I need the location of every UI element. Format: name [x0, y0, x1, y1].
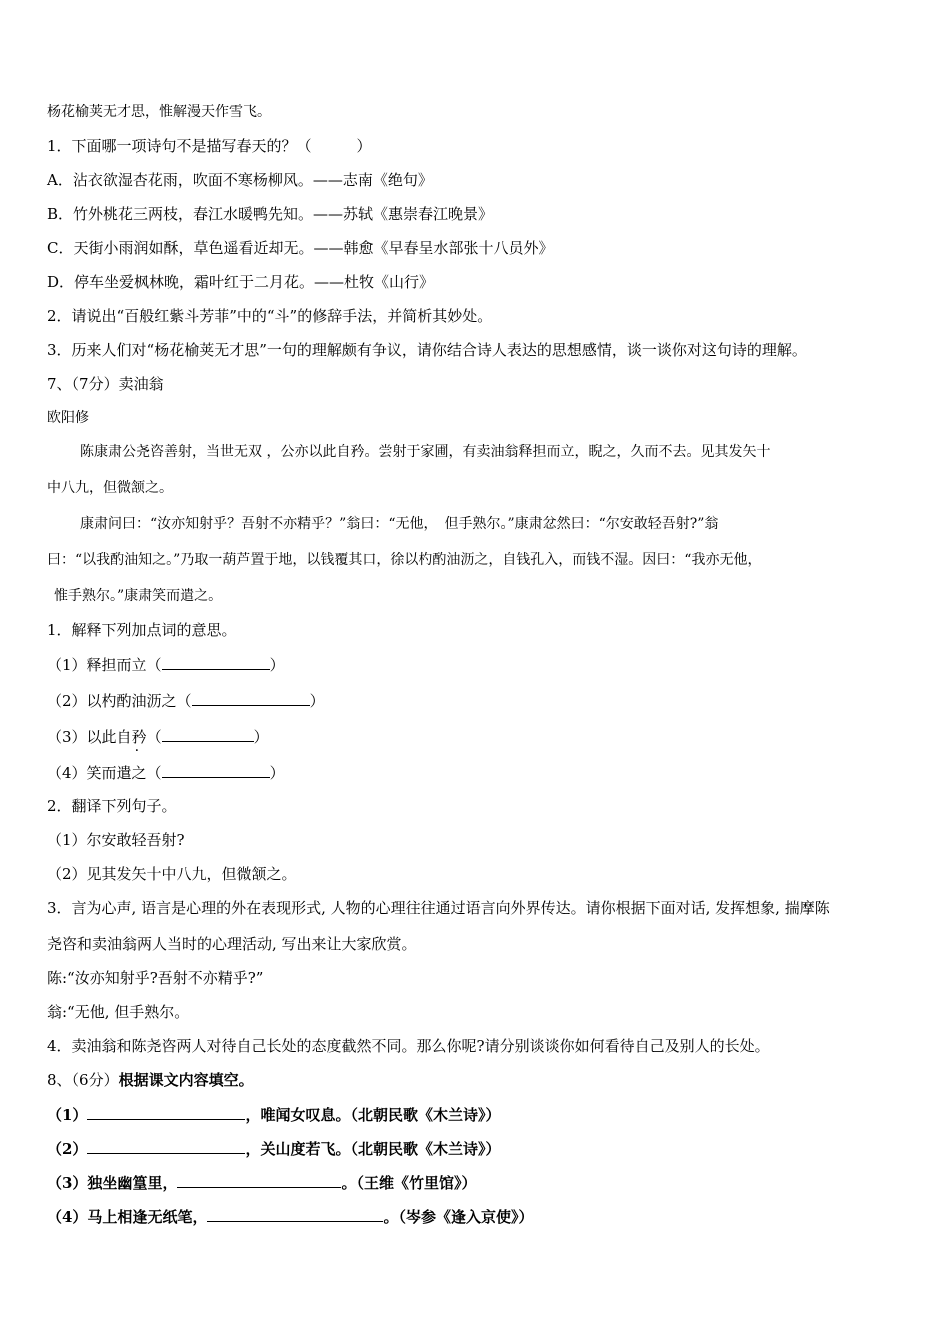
item-number: （1）	[47, 656, 87, 674]
fill-text: （4）马上相逢无纸笔，	[47, 1208, 208, 1226]
fill-text: ，关山度若飞。（北朝民歌《木兰诗》）	[245, 1140, 501, 1158]
item-number: （4）	[47, 764, 87, 782]
q6-option-c: C．天街小雨润如酥，草色遥看近却无。——韩愈《早春呈水部张十八员外》	[47, 239, 554, 257]
q7-para2-line2: 曰：“以我酌油知之。”乃取一葫芦置于地，以钱覆其口，徐以杓酌油沥之，自钱孔入，而钱不湿。因曰：“我亦无他，	[47, 552, 762, 568]
q7-author: 欧阳修	[47, 410, 89, 426]
q8-number: 8、（6分）	[47, 1071, 119, 1089]
q6-question-3: 3．历来人们对“杨花榆荚无才思”一句的理解颇有争议，请你结合诗人表达的思想感情，谈一谈你对这句诗的理解。	[47, 341, 807, 359]
q7-question-3-line1: 3．言为心声, 语言是心理的外在表现形式, 人物的心理往往通过语言向外界传达。请你根据下面对话, 发挥想象, 揣摩陈	[47, 899, 830, 917]
answer-blank[interactable]	[162, 654, 270, 670]
q8-instruction: 根据课文内容填空。	[118, 1071, 254, 1089]
q7-dialogue-weng: 翁:“无他, 但手熟尔。	[47, 1003, 190, 1021]
item-close: ）	[309, 692, 325, 710]
q7-question-4: 4．卖油翁和陈尧咨两人对待自己长处的态度截然不同。那么你呢?请分别谈谈你如何看待自己及别人的长处。	[47, 1037, 770, 1055]
item-number: （3）	[47, 728, 87, 746]
q7-dialogue-chen: 陈:“汝亦知射乎?吾射不亦精乎?”	[47, 969, 264, 987]
item-text: 笑而遣之（	[86, 764, 162, 782]
item-close: ）	[269, 656, 285, 674]
q7-translate-2: （2）见其发矢十中八九，但微颔之。	[47, 865, 297, 883]
q8-header	[47, 1070, 254, 1090]
item-close: ）	[269, 764, 285, 782]
fill-number: （2）	[47, 1140, 88, 1158]
q6-option-d: D．停车坐爱枫林晚，霜叶红于二月花。——杜牧《山行》	[47, 273, 435, 291]
q8-fill-3	[47, 1172, 476, 1193]
item-text: 以杓酌油沥之（	[86, 692, 192, 710]
item-text: 以此自	[86, 728, 132, 746]
q7-item-1	[47, 654, 285, 675]
q7-para1-line2: 中八九，但微颔之。	[47, 480, 173, 496]
item-text: 释担而立（	[86, 656, 162, 674]
q7-header: 7、（7分）卖油翁	[47, 375, 164, 393]
q7-para2-line3: 惟手熟尔。”康肃笑而遣之。	[54, 588, 223, 604]
q8-fill-1	[47, 1104, 500, 1125]
answer-blank[interactable]	[177, 1172, 341, 1188]
q7-question-2: 2．翻译下列句子。	[47, 797, 177, 815]
dotted-word: 矜	[131, 728, 147, 746]
fill-number: （1）	[47, 1106, 88, 1124]
item-open: （	[146, 728, 162, 746]
q7-translate-1: （1）尔安敢轻吾射?	[47, 831, 185, 849]
answer-blank[interactable]	[162, 762, 270, 778]
poem-last-line: 杨花榆荚无才思，惟解漫天作雪飞。	[47, 104, 271, 120]
answer-blank[interactable]	[87, 1138, 245, 1154]
answer-blank[interactable]	[192, 690, 310, 706]
fill-text: （3）独坐幽篁里，	[47, 1174, 178, 1192]
fill-text: ，唯闻女叹息。（北朝民歌《木兰诗》）	[245, 1106, 501, 1124]
item-close: ）	[253, 728, 269, 746]
q7-para1-line1: 陈康肃公尧咨善射，当世无双 ，公亦以此自矜。尝射于家圃，有卖油翁释担而立，睨之，久而不去。见其发矢十	[80, 444, 771, 460]
q7-question-3-line2: 尧咨和卖油翁两人当时的心理活动, 写出来让大家欣赏。	[47, 935, 417, 953]
q8-fill-2	[47, 1138, 500, 1159]
q6-option-b: B．竹外桃花三两枝，春江水暖鸭先知。——苏轼《惠崇春江晚景》	[47, 205, 494, 223]
q7-question-1: 1．解释下列加点词的意思。	[47, 621, 237, 639]
q6-question-1: 1．下面哪一项诗句不是描写春天的？（ ）	[47, 137, 372, 155]
q6-option-a: A．沾衣欲湿杏花雨，吹面不寒杨柳风。——志南《绝句》	[47, 171, 433, 189]
q6-question-2: 2．请说出“百般红紫斗芳菲”中的“斗”的修辞手法，并简析其妙处。	[47, 307, 493, 325]
answer-blank[interactable]	[207, 1206, 383, 1222]
q8-fill-4	[47, 1206, 533, 1227]
q7-item-4	[47, 762, 285, 783]
q7-para2-line1: 康肃问曰：“汝亦知射乎？吾射不亦精乎？”翁曰：“无他， 但手熟尔。”康肃忿然曰：“尔安敢轻吾射?”翁	[80, 516, 719, 532]
q7-item-3	[47, 726, 269, 747]
fill-text: 。（王维《竹里馆》）	[341, 1174, 477, 1192]
fill-text: 。（岑参《逢入京使》）	[383, 1208, 534, 1226]
item-number: （2）	[47, 692, 87, 710]
answer-blank[interactable]	[162, 726, 254, 742]
q7-item-2	[47, 690, 325, 711]
answer-blank[interactable]	[87, 1104, 245, 1120]
